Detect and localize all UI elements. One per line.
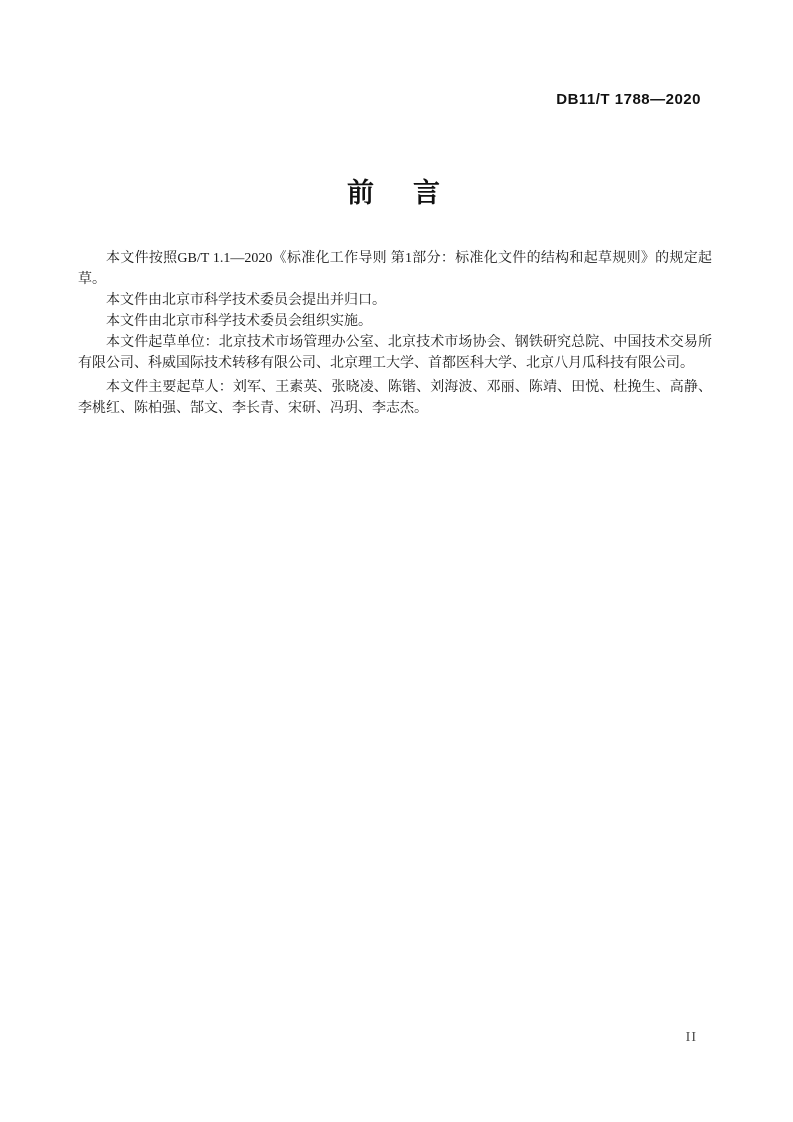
standard-code: DB11/T 1788—2020 bbox=[556, 91, 701, 108]
foreword-paragraph-proposed-by: 本文件由北京市科学技术委员会提出并归口。 bbox=[106, 293, 386, 308]
foreword-paragraph-drafting-organizations: 本文件起草单位：北京技术市场管理办公室、北京技术市场协会、钢铁研究总院、中国技术交易所有限公司、科威国际技术转移有限公司、北京理工大学、首都医科大学、北京八月瓜科技有限公司。 bbox=[78, 335, 712, 371]
foreword-paragraph-drafters: 本文件主要起草人：刘军、王素英、张晓凌、陈锴、刘海波、邓丽、陈靖、田悦、杜挽生、高静、李桃红、陈柏强、郜文、李长青、宋研、冯玥、李志杰。 bbox=[78, 380, 712, 416]
foreword-body bbox=[78, 248, 712, 419]
foreword-paragraph-implemented-by: 本文件由北京市科学技术委员会组织实施。 bbox=[106, 314, 372, 329]
page-number: II bbox=[685, 1030, 697, 1045]
foreword-paragraph-basis: 本文件按照GB/T 1.1—2020《标准化工作导则 第1部分：标准化文件的结构和起草规则》的规定起草。 bbox=[78, 251, 712, 287]
page-title: 前 言 bbox=[347, 178, 446, 208]
